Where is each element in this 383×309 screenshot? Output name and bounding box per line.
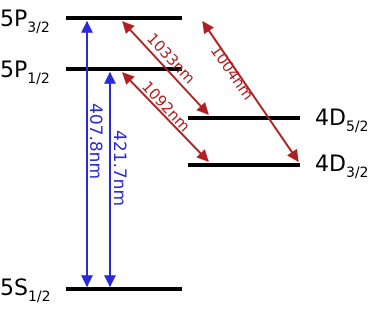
level-label-4d52: 4D5/2 (315, 106, 369, 135)
level-label-4d32: 4D3/2 (315, 152, 369, 181)
transition-label-407nm: 407.8nm (85, 103, 105, 180)
transition-label-421nm: 421.7nm (109, 130, 129, 207)
level-label-5p32: 5P3/2 (0, 7, 50, 36)
transition-label-1004nm: 1004nm (206, 41, 258, 104)
transition-label-1092nm: 1092nm (138, 77, 194, 136)
level-label-5s12: 5S1/2 (0, 276, 51, 305)
transition-label-1033nm: 1033nm (143, 29, 199, 88)
level-label-5p12: 5P1/2 (0, 58, 50, 87)
